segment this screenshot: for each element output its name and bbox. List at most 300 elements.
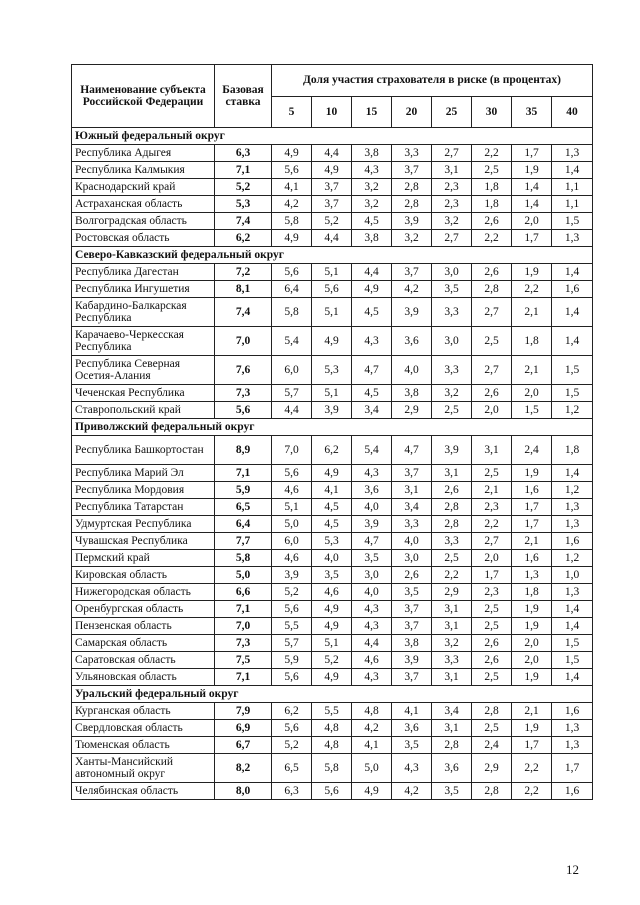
rates-table: [71, 64, 593, 800]
rate-cell: 1,8: [512, 584, 552, 601]
table-row: [72, 436, 593, 465]
rate-cell: 2,0: [512, 213, 552, 230]
header-share-10: 10: [312, 96, 352, 128]
rate-cell: 6,5: [272, 754, 312, 783]
rate-cell: 4,0: [392, 356, 432, 385]
rate-cell: 1,7: [552, 754, 593, 783]
rate-cell: 2,2: [432, 567, 472, 584]
rate-cell: 2,2: [512, 754, 552, 783]
subject-name: Республика Татарстан: [72, 499, 215, 516]
subject-name: Нижегородская область: [72, 584, 215, 601]
rate-cell: 2,8: [472, 281, 512, 298]
rate-cell: 4,4: [352, 264, 392, 281]
subject-name: Ростовская область: [72, 230, 215, 247]
header-name-column: Наименование субъекта Российской Федерации: [72, 65, 215, 128]
subject-name: Пермский край: [72, 550, 215, 567]
header-share-column: Доля участия страхователя в риске (в процентах): [272, 65, 593, 97]
rate-cell: 3,9: [352, 516, 392, 533]
base-rate: 8,9: [215, 436, 272, 465]
table-row: [72, 179, 593, 196]
subject-name: Кабардино-Балкарская Республика: [72, 298, 215, 327]
rate-cell: 2,5: [472, 720, 512, 737]
rate-cell: 6,0: [272, 356, 312, 385]
rate-cell: 2,9: [432, 584, 472, 601]
rate-cell: 1,4: [552, 298, 593, 327]
rate-cell: 3,2: [432, 385, 472, 402]
rate-cell: 3,0: [392, 550, 432, 567]
subject-name: Волгоградская область: [72, 213, 215, 230]
rate-cell: 2,2: [472, 145, 512, 162]
rate-cell: 5,6: [312, 281, 352, 298]
rate-cell: 4,2: [392, 281, 432, 298]
rate-cell: 3,3: [432, 298, 472, 327]
rate-cell: 3,5: [432, 783, 472, 800]
rate-cell: 5,6: [272, 720, 312, 737]
rate-cell: 1,0: [552, 567, 593, 584]
rate-cell: 4,3: [352, 669, 392, 686]
rate-cell: 7,0: [272, 436, 312, 465]
rate-cell: 3,3: [432, 356, 472, 385]
rate-cell: 3,9: [432, 436, 472, 465]
base-rate: 7,0: [215, 327, 272, 356]
rate-cell: 4,1: [352, 737, 392, 754]
subject-name: Республика Мордовия: [72, 482, 215, 499]
rate-cell: 5,6: [272, 465, 312, 482]
base-rate: 7,6: [215, 356, 272, 385]
rate-cell: 4,5: [312, 516, 352, 533]
rate-cell: 2,6: [432, 482, 472, 499]
rate-cell: 2,4: [472, 737, 512, 754]
rate-cell: 1,1: [552, 196, 593, 213]
rate-cell: 5,2: [312, 652, 352, 669]
rate-cell: 4,0: [392, 533, 432, 550]
rate-cell: 2,5: [472, 618, 512, 635]
table-row: [72, 482, 593, 499]
rate-cell: 1,9: [512, 162, 552, 179]
rate-cell: 3,9: [392, 652, 432, 669]
rate-cell: 5,8: [312, 754, 352, 783]
rate-cell: 1,4: [552, 601, 593, 618]
base-rate: 8,2: [215, 754, 272, 783]
rate-cell: 1,3: [552, 584, 593, 601]
rate-cell: 1,1: [552, 179, 593, 196]
rate-cell: 2,1: [512, 533, 552, 550]
rate-cell: 2,4: [512, 436, 552, 465]
rate-cell: 3,7: [312, 196, 352, 213]
rate-cell: 4,3: [352, 162, 392, 179]
rate-cell: 2,6: [472, 635, 512, 652]
rate-cell: 5,3: [312, 533, 352, 550]
rate-cell: 5,9: [272, 652, 312, 669]
rate-cell: 3,6: [352, 482, 392, 499]
table-row: [72, 720, 593, 737]
rate-cell: 1,4: [552, 162, 593, 179]
rate-cell: 2,7: [432, 230, 472, 247]
region-header-row: [72, 686, 593, 703]
rate-cell: 3,6: [392, 720, 432, 737]
region-header-row: [72, 128, 593, 145]
rate-cell: 2,7: [472, 298, 512, 327]
rate-cell: 2,5: [472, 327, 512, 356]
rate-cell: 1,5: [552, 213, 593, 230]
base-rate: 8,1: [215, 281, 272, 298]
rate-cell: 2,0: [472, 402, 512, 419]
rate-cell: 5,7: [272, 385, 312, 402]
rate-cell: 1,8: [552, 436, 593, 465]
rate-cell: 2,9: [392, 402, 432, 419]
table-row: [72, 298, 593, 327]
subject-name: Челябинская область: [72, 783, 215, 800]
rate-cell: 1,9: [512, 618, 552, 635]
rate-cell: 2,8: [432, 499, 472, 516]
rate-cell: 2,6: [472, 264, 512, 281]
rate-cell: 2,9: [472, 754, 512, 783]
rate-cell: 3,1: [432, 669, 472, 686]
rate-cell: 4,3: [392, 754, 432, 783]
rate-cell: 1,8: [512, 327, 552, 356]
rate-cell: 3,8: [392, 385, 432, 402]
subject-name: Свердловская область: [72, 720, 215, 737]
rate-cell: 5,6: [272, 264, 312, 281]
rate-cell: 1,5: [552, 356, 593, 385]
base-rate: 5,2: [215, 179, 272, 196]
rate-cell: 3,1: [472, 436, 512, 465]
table-row: [72, 652, 593, 669]
base-rate: 6,3: [215, 145, 272, 162]
rate-cell: 2,6: [392, 567, 432, 584]
base-rate: 7,4: [215, 213, 272, 230]
rate-cell: 4,9: [272, 145, 312, 162]
table-row: [72, 567, 593, 584]
rate-cell: 3,2: [352, 179, 392, 196]
rate-cell: 4,8: [312, 720, 352, 737]
table-row: [72, 584, 593, 601]
rate-cell: 1,6: [512, 550, 552, 567]
rate-cell: 3,1: [392, 482, 432, 499]
table-row: [72, 533, 593, 550]
table-row: [72, 196, 593, 213]
rate-cell: 3,5: [432, 281, 472, 298]
rate-cell: 2,1: [512, 356, 552, 385]
rate-cell: 4,9: [312, 618, 352, 635]
rate-cell: 5,0: [352, 754, 392, 783]
rate-cell: 1,4: [512, 196, 552, 213]
rate-cell: 4,0: [352, 499, 392, 516]
rate-cell: 4,5: [352, 385, 392, 402]
rate-cell: 5,6: [272, 162, 312, 179]
base-rate: 7,7: [215, 533, 272, 550]
rate-cell: 4,9: [312, 327, 352, 356]
rate-cell: 4,1: [392, 703, 432, 720]
subject-name: Республика Марий Эл: [72, 465, 215, 482]
table-row: [72, 635, 593, 652]
rate-cell: 1,7: [512, 230, 552, 247]
subject-name: Карачаево-Черкесская Республика: [72, 327, 215, 356]
table-row: [72, 327, 593, 356]
rate-cell: 2,7: [432, 145, 472, 162]
rate-cell: 5,2: [272, 584, 312, 601]
subject-name: Республика Адыгея: [72, 145, 215, 162]
rate-cell: 6,4: [272, 281, 312, 298]
header-share-40: 40: [552, 96, 593, 128]
header-share-15: 15: [352, 96, 392, 128]
region-title: Северо-Кавказский федеральный округ: [72, 247, 593, 264]
table-row: [72, 754, 593, 783]
rate-cell: 2,5: [432, 402, 472, 419]
rate-cell: 2,0: [512, 635, 552, 652]
subject-name: Республика Северная Осетия-Алания: [72, 356, 215, 385]
rate-cell: 4,5: [352, 213, 392, 230]
table-header: [72, 65, 593, 128]
rate-cell: 3,1: [432, 720, 472, 737]
rate-cell: 1,3: [552, 737, 593, 754]
region-title: Уральский федеральный округ: [72, 686, 593, 703]
rate-cell: 2,6: [472, 213, 512, 230]
rate-cell: 4,6: [352, 652, 392, 669]
rate-cell: 1,8: [472, 179, 512, 196]
table-row: [72, 703, 593, 720]
rate-cell: 2,5: [432, 550, 472, 567]
rate-cell: 5,4: [272, 327, 312, 356]
subject-name: Саратовская область: [72, 652, 215, 669]
base-rate: 6,6: [215, 584, 272, 601]
rate-cell: 1,4: [552, 669, 593, 686]
rate-cell: 4,5: [312, 499, 352, 516]
rate-cell: 4,2: [352, 720, 392, 737]
rate-cell: 1,2: [552, 550, 593, 567]
rate-cell: 3,4: [392, 499, 432, 516]
rate-cell: 4,9: [312, 162, 352, 179]
rate-cell: 3,2: [432, 213, 472, 230]
rate-cell: 5,1: [312, 635, 352, 652]
region-header-row: [72, 419, 593, 436]
table-row: [72, 783, 593, 800]
base-rate: 7,1: [215, 669, 272, 686]
rate-cell: 1,5: [552, 385, 593, 402]
rate-cell: 5,2: [272, 737, 312, 754]
rate-cell: 4,9: [272, 230, 312, 247]
rate-cell: 4,2: [392, 783, 432, 800]
rate-cell: 2,0: [512, 652, 552, 669]
rate-cell: 1,3: [512, 567, 552, 584]
rate-cell: 1,4: [552, 327, 593, 356]
rate-cell: 3,1: [432, 601, 472, 618]
base-rate: 5,9: [215, 482, 272, 499]
rate-cell: 4,2: [272, 196, 312, 213]
rate-cell: 1,6: [552, 703, 593, 720]
base-rate: 7,3: [215, 635, 272, 652]
rate-cell: 1,9: [512, 264, 552, 281]
rate-cell: 6,3: [272, 783, 312, 800]
table-row: [72, 264, 593, 281]
rate-cell: 4,8: [352, 703, 392, 720]
subject-name: Краснодарский край: [72, 179, 215, 196]
rate-cell: 2,3: [432, 196, 472, 213]
rate-cell: 3,7: [392, 162, 432, 179]
rate-cell: 1,3: [552, 145, 593, 162]
rate-cell: 1,4: [512, 179, 552, 196]
rate-cell: 5,5: [272, 618, 312, 635]
rate-cell: 1,3: [552, 720, 593, 737]
rate-cell: 4,6: [272, 550, 312, 567]
rate-cell: 1,7: [512, 499, 552, 516]
rate-cell: 3,0: [352, 567, 392, 584]
region-title: Южный федеральный округ: [72, 128, 593, 145]
rate-cell: 2,6: [472, 385, 512, 402]
rate-cell: 1,3: [552, 516, 593, 533]
region-title: Приволжский федеральный округ: [72, 419, 593, 436]
rate-cell: 2,2: [472, 516, 512, 533]
rate-cell: 1,9: [512, 720, 552, 737]
rate-cell: 4,3: [352, 465, 392, 482]
base-rate: 8,0: [215, 783, 272, 800]
subject-name: Республика Башкортостан: [72, 436, 215, 465]
rate-cell: 1,5: [552, 652, 593, 669]
table-row: [72, 737, 593, 754]
subject-name: Республика Ингушетия: [72, 281, 215, 298]
table-row: [72, 213, 593, 230]
rate-cell: 6,2: [272, 703, 312, 720]
rate-cell: 1,6: [512, 482, 552, 499]
base-rate: 7,1: [215, 601, 272, 618]
region-header-row: [72, 247, 593, 264]
subject-name: Ульяновская область: [72, 669, 215, 686]
rate-cell: 3,2: [432, 635, 472, 652]
rate-cell: 1,9: [512, 669, 552, 686]
rate-cell: 3,3: [392, 145, 432, 162]
rate-cell: 1,4: [552, 465, 593, 482]
table-row: [72, 465, 593, 482]
rate-cell: 1,4: [552, 264, 593, 281]
table-row: [72, 230, 593, 247]
table-row: [72, 402, 593, 419]
rate-cell: 3,3: [432, 533, 472, 550]
rate-cell: 5,2: [312, 213, 352, 230]
header-share-35: 35: [512, 96, 552, 128]
rate-cell: 2,5: [472, 669, 512, 686]
rate-cell: 3,8: [352, 230, 392, 247]
rate-cell: 3,5: [392, 737, 432, 754]
rate-cell: 5,0: [272, 516, 312, 533]
rate-cell: 2,3: [432, 179, 472, 196]
base-rate: 7,9: [215, 703, 272, 720]
header-base-rate-column: Базовая ставка: [215, 65, 272, 128]
rate-cell: 3,0: [432, 264, 472, 281]
rate-cell: 3,8: [352, 145, 392, 162]
rate-cell: 5,6: [272, 669, 312, 686]
rate-cell: 3,7: [392, 601, 432, 618]
rate-cell: 2,1: [512, 703, 552, 720]
rate-cell: 5,6: [312, 783, 352, 800]
rate-cell: 4,3: [352, 618, 392, 635]
rate-cell: 2,5: [472, 601, 512, 618]
rate-cell: 1,8: [472, 196, 512, 213]
rate-cell: 3,1: [432, 465, 472, 482]
rate-cell: 3,2: [392, 230, 432, 247]
rate-cell: 3,6: [432, 754, 472, 783]
base-rate: 7,2: [215, 264, 272, 281]
rate-cell: 3,9: [392, 298, 432, 327]
rate-cell: 1,7: [512, 145, 552, 162]
subject-name: Кировская область: [72, 567, 215, 584]
base-rate: 7,4: [215, 298, 272, 327]
rate-cell: 1,3: [552, 499, 593, 516]
rate-cell: 4,4: [312, 230, 352, 247]
base-rate: 5,6: [215, 402, 272, 419]
rate-cell: 2,6: [472, 652, 512, 669]
table-row: [72, 516, 593, 533]
rate-cell: 5,8: [272, 298, 312, 327]
table-row: [72, 499, 593, 516]
rate-cell: 5,6: [272, 601, 312, 618]
table-row: [72, 356, 593, 385]
subject-name: Удмуртская Республика: [72, 516, 215, 533]
table-row: [72, 550, 593, 567]
table-row: [72, 145, 593, 162]
rate-cell: 2,5: [472, 465, 512, 482]
base-rate: 6,5: [215, 499, 272, 516]
rate-cell: 2,8: [392, 179, 432, 196]
rate-cell: 5,8: [272, 213, 312, 230]
subject-name: Чеченская Республика: [72, 385, 215, 402]
table-row: [72, 601, 593, 618]
rate-cell: 1,2: [552, 482, 593, 499]
rate-cell: 3,5: [392, 584, 432, 601]
rate-cell: 3,9: [392, 213, 432, 230]
rate-cell: 5,7: [272, 635, 312, 652]
rate-cell: 3,5: [352, 550, 392, 567]
base-rate: 7,3: [215, 385, 272, 402]
rate-cell: 2,1: [472, 482, 512, 499]
subject-name: Республика Дагестан: [72, 264, 215, 281]
rate-cell: 1,6: [552, 533, 593, 550]
subject-name: Пензенская область: [72, 618, 215, 635]
table-row: [72, 385, 593, 402]
rate-cell: 2,2: [472, 230, 512, 247]
rate-cell: 2,0: [472, 550, 512, 567]
rate-cell: 1,5: [552, 635, 593, 652]
rate-cell: 4,7: [352, 356, 392, 385]
rate-cell: 2,2: [512, 783, 552, 800]
rate-cell: 1,9: [512, 601, 552, 618]
rate-cell: 3,7: [392, 618, 432, 635]
subject-name: Курганская область: [72, 703, 215, 720]
header-share-5: 5: [272, 96, 312, 128]
base-rate: 6,2: [215, 230, 272, 247]
rate-cell: 4,0: [352, 584, 392, 601]
subject-name: Астраханская область: [72, 196, 215, 213]
rate-cell: 4,1: [312, 482, 352, 499]
rate-cell: 5,1: [312, 264, 352, 281]
rate-cell: 4,9: [352, 783, 392, 800]
rate-cell: 1,6: [552, 281, 593, 298]
table-row: [72, 162, 593, 179]
rate-cell: 5,1: [312, 385, 352, 402]
rate-cell: 3,4: [352, 402, 392, 419]
rate-cell: 1,7: [512, 516, 552, 533]
rate-cell: 3,0: [432, 327, 472, 356]
page-number: 12: [566, 862, 579, 877]
rate-cell: 4,9: [312, 669, 352, 686]
base-rate: 7,0: [215, 618, 272, 635]
subject-name: Чувашская Республика: [72, 533, 215, 550]
table-row: [72, 618, 593, 635]
rate-cell: 6,0: [272, 533, 312, 550]
rate-cell: 2,0: [512, 385, 552, 402]
subject-name: Оренбургская область: [72, 601, 215, 618]
rate-cell: 1,7: [512, 737, 552, 754]
rate-cell: 2,2: [512, 281, 552, 298]
